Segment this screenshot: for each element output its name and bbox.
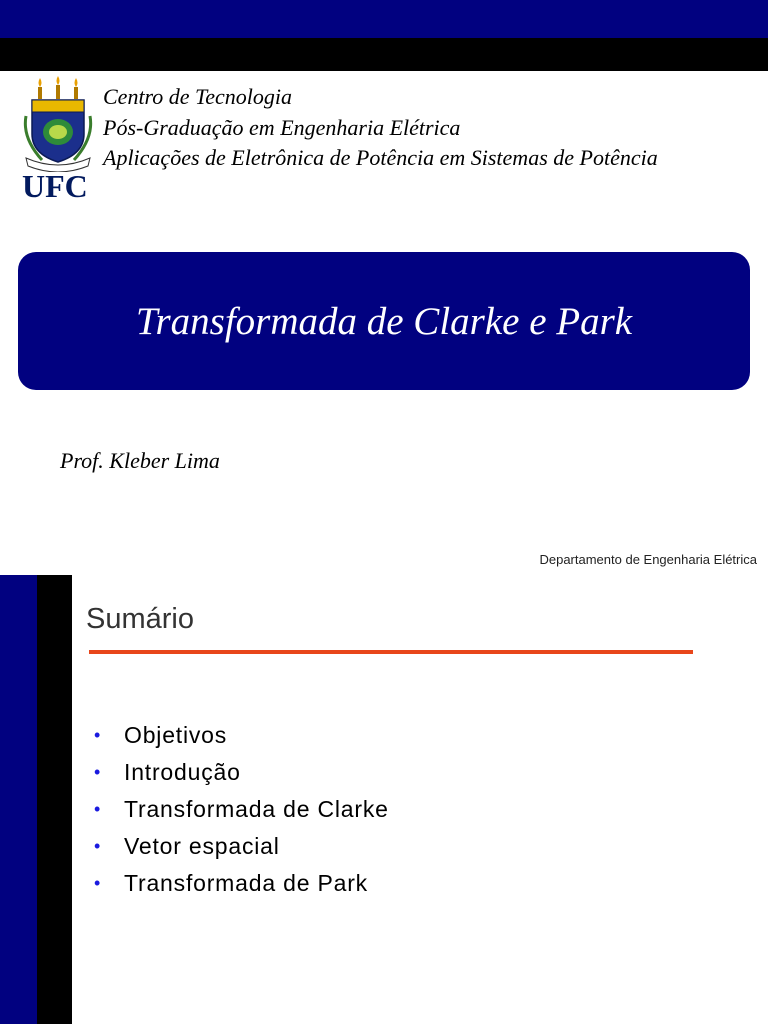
header-line-program: Pós-Graduação em Engenharia Elétrica [103, 114, 461, 140]
list-item [94, 717, 389, 754]
side-navy-bar [0, 575, 37, 1024]
summary-heading: Sumário [86, 603, 194, 635]
header-line-center: Centro de Tecnologia [103, 84, 293, 109]
title-banner [18, 252, 750, 390]
list-item-label: Transformada de Clarke [124, 796, 389, 822]
author-name: Prof. Kleber Lima [60, 448, 220, 473]
department-label: Departamento de Engenharia Elétrica [539, 552, 757, 567]
ufc-logo-text: UFC [22, 168, 88, 204]
summary-list [94, 717, 389, 902]
list-item-label: Introdução [124, 759, 241, 785]
summary-slide [0, 575, 768, 1024]
bullet-icon: • [94, 836, 102, 856]
list-item [94, 754, 389, 791]
list-item [94, 865, 389, 902]
list-item-label: Objetivos [124, 722, 228, 748]
list-item-label: Transformada de Park [124, 870, 368, 896]
header-line-course: Aplicações de Eletrônica de Potência em Sistemas de Potência [103, 145, 658, 170]
top-navy-bar [0, 0, 768, 38]
list-item [94, 791, 389, 828]
bullet-icon: • [94, 725, 102, 745]
bullet-icon: • [94, 762, 102, 782]
heading-rule [89, 650, 693, 654]
side-black-bar [37, 575, 72, 1024]
list-item-label: Vetor espacial [124, 833, 280, 859]
slide-title: Transformada de Clarke e Park [135, 299, 633, 343]
crest-icon [20, 76, 96, 172]
bullet-icon: • [94, 799, 102, 819]
institution-header [103, 82, 658, 174]
list-item [94, 828, 389, 865]
bullet-icon: • [94, 873, 102, 893]
top-black-bar [0, 38, 768, 71]
